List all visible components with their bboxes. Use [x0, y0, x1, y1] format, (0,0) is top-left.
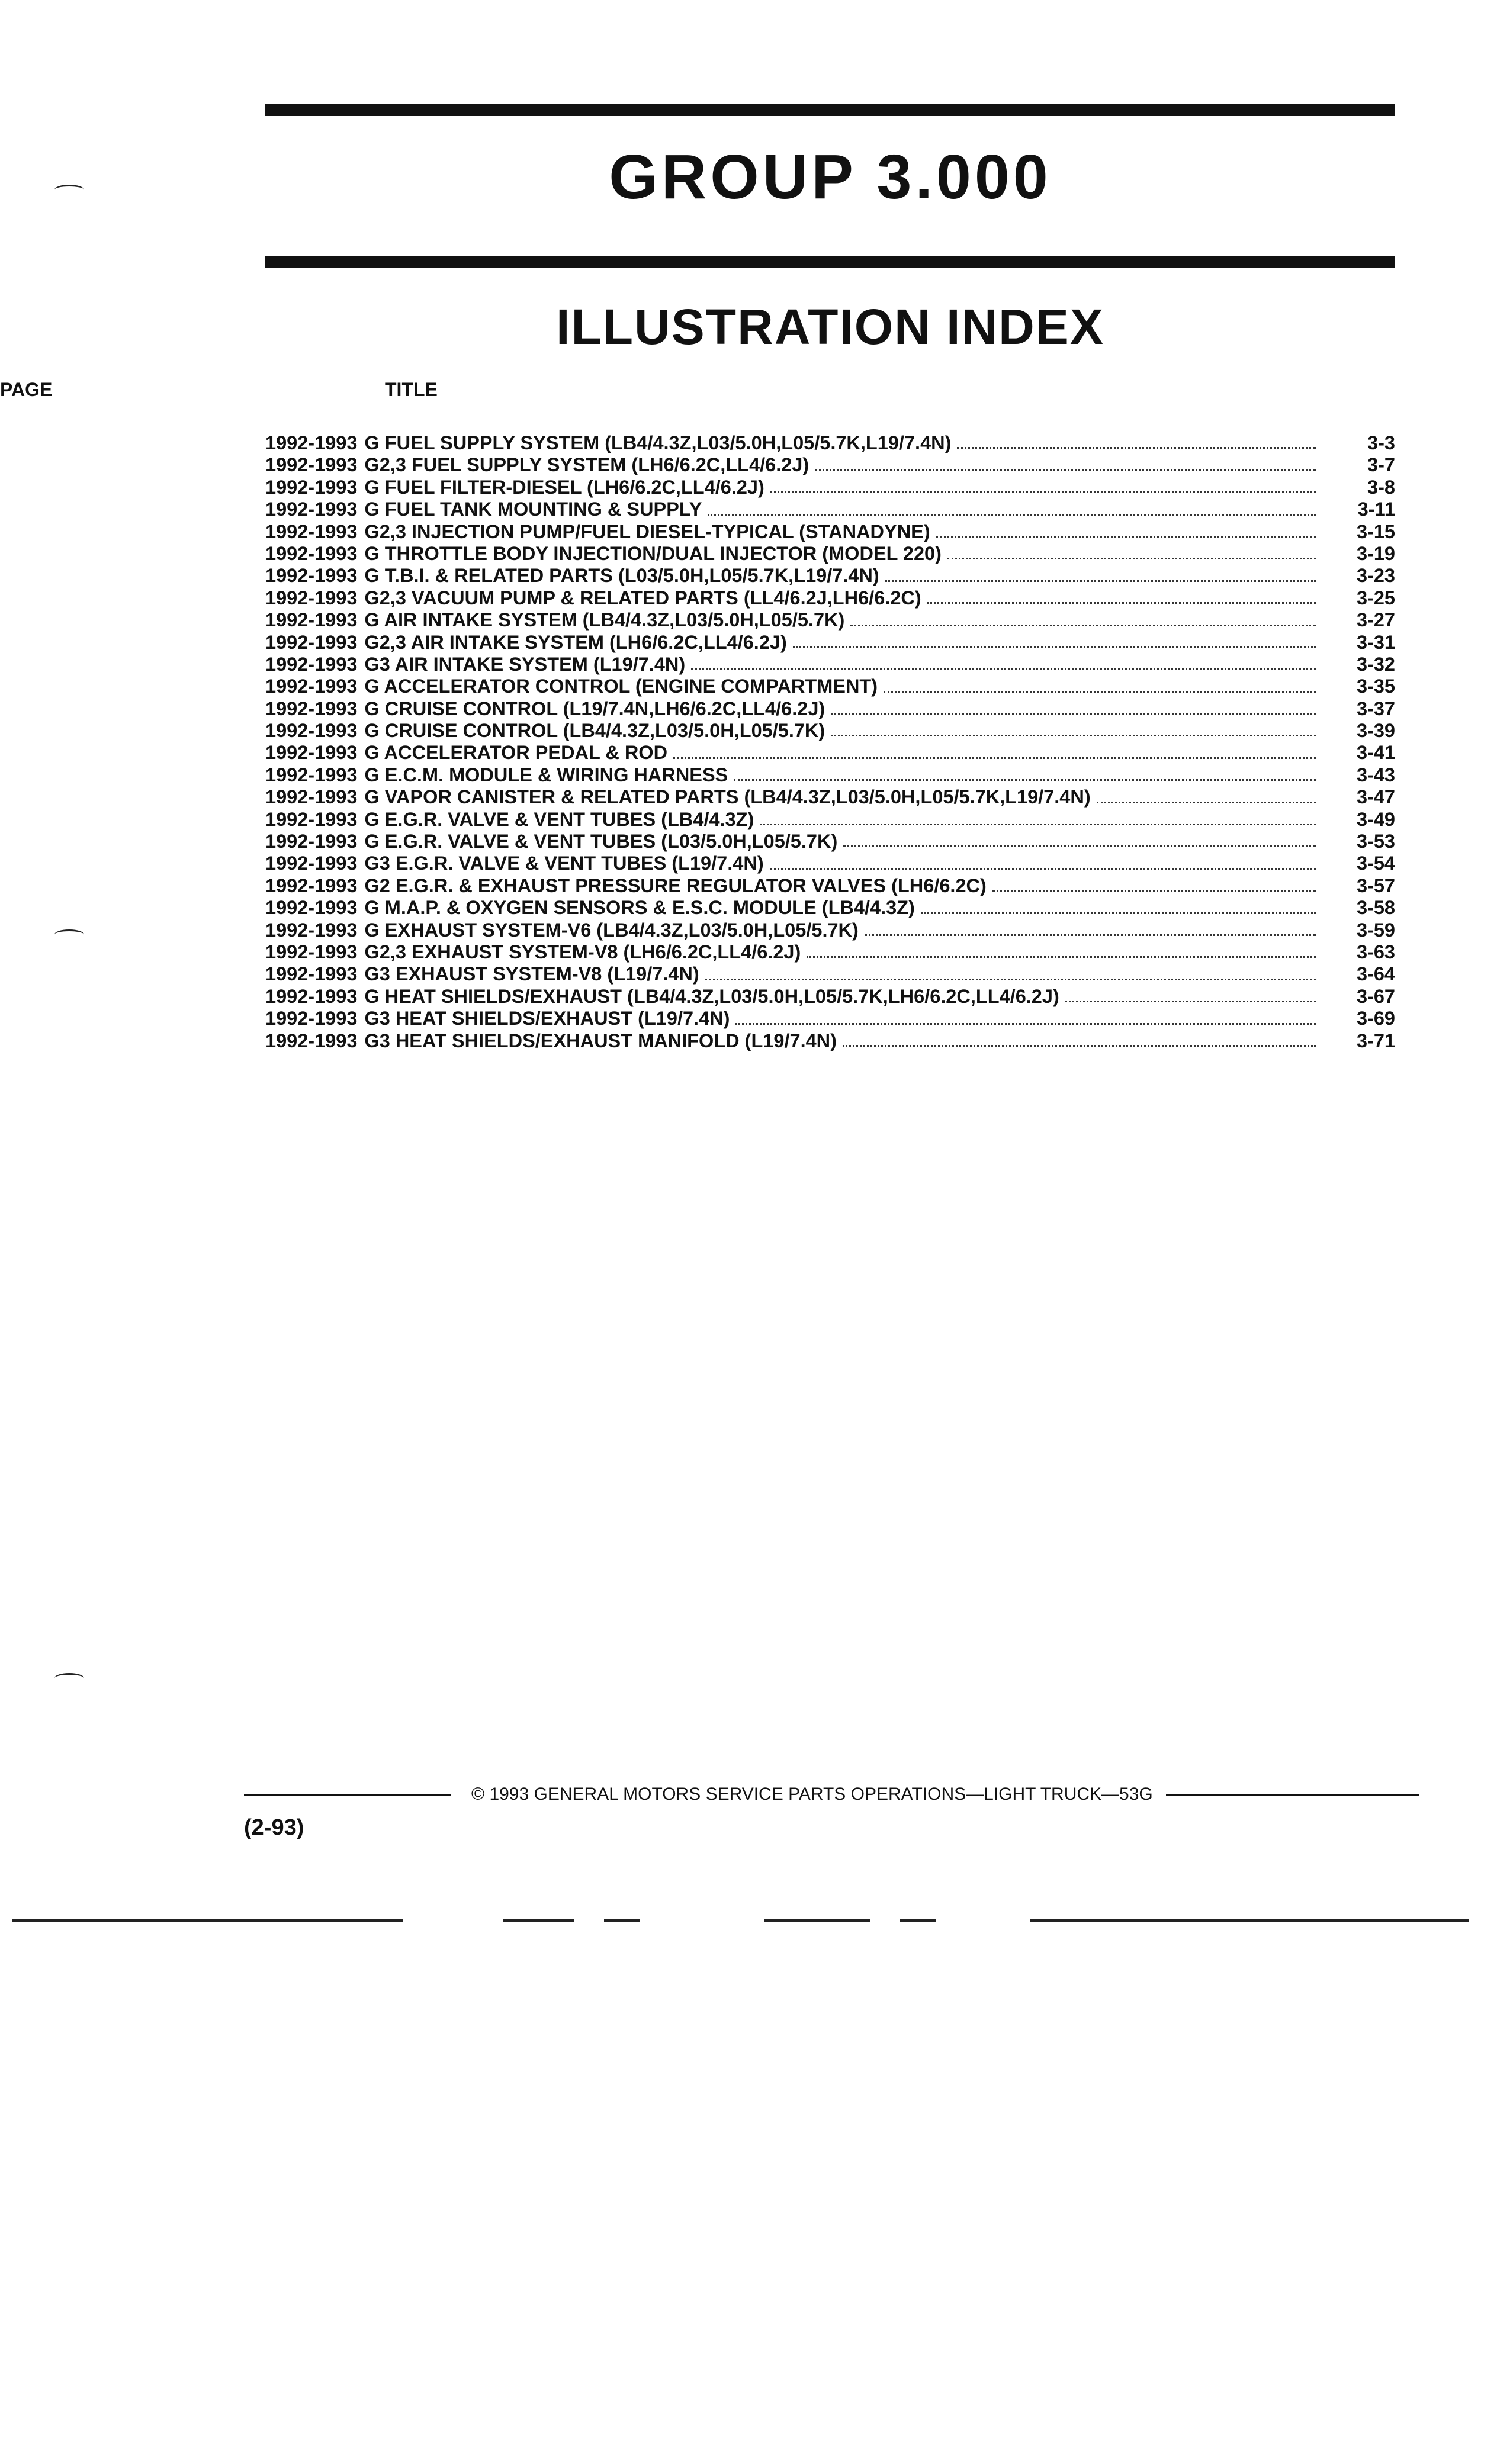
- footer-rule-left: [244, 1794, 451, 1796]
- index-entry: [265, 786, 1395, 808]
- index-entry: [265, 919, 1395, 941]
- entry-page-number: 3-57: [1356, 874, 1395, 896]
- index-entry: [265, 897, 1395, 919]
- entry-page-number: 3-59: [1356, 919, 1395, 941]
- entry-page-number: 3-25: [1356, 587, 1395, 609]
- scan-edge-segment: [1030, 1919, 1469, 1922]
- entry-title: G2,3 INJECTION PUMP/FUEL DIESEL-TYPICAL (STANADYNE): [364, 520, 930, 542]
- entry-page-number: 3-31: [1356, 631, 1395, 653]
- entry-page-number: 3-32: [1356, 653, 1395, 675]
- dot-leader: [673, 757, 1316, 759]
- dot-leader: [1065, 1001, 1316, 1002]
- index-entry: [265, 831, 1395, 853]
- index-entry: [265, 941, 1395, 963]
- dot-leader: [885, 580, 1316, 582]
- column-header-title: TITLE: [385, 379, 438, 400]
- scan-edge-segment: [764, 1919, 870, 1922]
- dot-leader: [793, 646, 1316, 648]
- scan-edge-segment: [503, 1919, 574, 1922]
- index-entry: [265, 675, 1395, 697]
- entry-years: 1992-1993: [265, 520, 358, 542]
- index-entry: [265, 1030, 1395, 1052]
- entry-title: G3 HEAT SHIELDS/EXHAUST (L19/7.4N): [364, 1008, 730, 1030]
- entry-title: G THROTTLE BODY INJECTION/DUAL INJECTOR (MODEL 220): [364, 542, 942, 564]
- dot-leader: [936, 536, 1316, 538]
- entry-title: G FUEL FILTER-DIESEL (LH6/6.2C,LL4/6.2J): [364, 476, 764, 498]
- dot-leader: [1097, 802, 1316, 803]
- entry-years: 1992-1993: [265, 720, 358, 742]
- entry-page-number: 3-19: [1356, 542, 1395, 564]
- dot-leader: [708, 514, 1316, 516]
- dot-leader: [927, 602, 1316, 604]
- entry-years: 1992-1993: [265, 454, 358, 476]
- index-title: ILLUSTRATION INDEX: [556, 299, 1104, 355]
- entry-page-number: 3-35: [1356, 675, 1395, 697]
- dot-leader: [831, 735, 1316, 736]
- entry-title: G ACCELERATOR PEDAL & ROD: [364, 742, 668, 764]
- entry-years: 1992-1993: [265, 476, 358, 498]
- entry-title: G CRUISE CONTROL (LB4/4.3Z,L03/5.0H,L05/5.7K): [364, 720, 825, 742]
- entry-title: G2,3 AIR INTAKE SYSTEM (LH6/6.2C,LL4/6.2J): [364, 631, 787, 653]
- scan-page-edge: [12, 1919, 1469, 1922]
- index-entry: [265, 498, 1395, 520]
- entry-page-number: 3-7: [1367, 454, 1395, 476]
- index-entry: [265, 587, 1395, 609]
- dot-leader: [843, 845, 1316, 847]
- index-entry: [265, 565, 1395, 587]
- entry-years: 1992-1993: [265, 1008, 358, 1030]
- entry-page-number: 3-67: [1356, 985, 1395, 1007]
- entry-title: G2 E.G.R. & EXHAUST PRESSURE REGULATOR VALVES (LH6/6.2C): [364, 874, 987, 896]
- entry-years: 1992-1993: [265, 919, 358, 941]
- entry-title: G3 HEAT SHIELDS/EXHAUST MANIFOLD (L19/7.4N): [364, 1030, 837, 1051]
- entry-years: 1992-1993: [265, 853, 358, 874]
- entry-page-number: 3-53: [1356, 831, 1395, 853]
- entry-title: G2,3 FUEL SUPPLY SYSTEM (LH6/6.2C,LL4/6.2J): [364, 454, 809, 476]
- entry-years: 1992-1993: [265, 985, 358, 1007]
- index-entry: [265, 632, 1395, 654]
- dot-leader: [734, 779, 1316, 781]
- index-entry: [265, 963, 1395, 985]
- dot-leader: [843, 1045, 1316, 1047]
- entry-title: G E.C.M. MODULE & WIRING HARNESS: [364, 764, 728, 786]
- entry-page-number: 3-39: [1356, 720, 1395, 742]
- entry-page-number: 3-49: [1356, 808, 1395, 830]
- index-entry: [265, 698, 1395, 720]
- dot-leader: [735, 1023, 1316, 1025]
- dot-leader: [807, 956, 1316, 958]
- entry-page-number: 3-63: [1356, 941, 1395, 963]
- entry-title: G3 E.G.R. VALVE & VENT TUBES (L19/7.4N): [364, 853, 764, 874]
- entry-page-number: 3-41: [1356, 742, 1395, 764]
- index-entry: [265, 609, 1395, 631]
- dot-leader: [957, 447, 1316, 449]
- date-code: (2-93): [244, 1815, 304, 1840]
- entry-page-number: 3-64: [1356, 963, 1395, 985]
- entry-page-number: 3-8: [1367, 476, 1395, 498]
- index-entry: [265, 809, 1395, 831]
- dot-leader: [770, 868, 1316, 870]
- entry-title: G M.A.P. & OXYGEN SENSORS & E.S.C. MODULE (LB4/4.3Z): [364, 897, 915, 919]
- index-entry: [265, 853, 1395, 874]
- entry-years: 1992-1993: [265, 963, 358, 985]
- dot-leader: [831, 713, 1316, 715]
- dot-leader: [884, 691, 1316, 693]
- middle-rule: [265, 256, 1395, 268]
- entry-years: 1992-1993: [265, 542, 358, 564]
- entry-title: G EXHAUST SYSTEM-V6 (LB4/4.3Z,L03/5.0H,L05/5.7K): [364, 919, 859, 941]
- entry-page-number: 3-11: [1357, 498, 1395, 520]
- index-entry: [265, 432, 1395, 454]
- copyright-notice: © 1993 GENERAL MOTORS SERVICE PARTS OPERATIONS—LIGHT TRUCK—53G: [471, 1784, 1153, 1804]
- dot-leader: [760, 824, 1316, 825]
- entry-title: G T.B.I. & RELATED PARTS (L03/5.0H,L05/5.7K,L19/7.4N): [364, 565, 879, 587]
- entry-page-number: 3-37: [1356, 697, 1395, 719]
- entry-title: G2,3 VACUUM PUMP & RELATED PARTS (LL4/6.2J,LH6/6.2C): [364, 587, 921, 609]
- entry-years: 1992-1993: [265, 631, 358, 653]
- footer-rule-right: [1166, 1794, 1419, 1796]
- entry-page-number: 3-47: [1356, 786, 1395, 808]
- index-entry: [265, 875, 1395, 897]
- index-entry: [265, 764, 1395, 786]
- entry-title: G2,3 EXHAUST SYSTEM-V8 (LH6/6.2C,LL4/6.2J): [364, 941, 801, 963]
- entry-title: G VAPOR CANISTER & RELATED PARTS (LB4/4.3Z,L03/5.0H,L05/5.7K,L19/7.4N): [364, 786, 1091, 808]
- entry-years: 1992-1993: [265, 831, 358, 853]
- illustration-index-list: [265, 432, 1395, 1052]
- index-entry: [265, 986, 1395, 1008]
- index-entry: [265, 454, 1395, 476]
- entry-years: 1992-1993: [265, 897, 358, 919]
- entry-title: G E.G.R. VALVE & VENT TUBES (L03/5.0H,L05/5.7K): [364, 831, 838, 853]
- index-entry: [265, 477, 1395, 498]
- entry-years: 1992-1993: [265, 675, 358, 697]
- dot-leader: [947, 558, 1316, 559]
- dot-leader: [691, 668, 1316, 670]
- margin-mark: [54, 1673, 84, 1683]
- entry-years: 1992-1993: [265, 498, 358, 520]
- entry-title: G CRUISE CONTROL (L19/7.4N,LH6/6.2C,LL4/6.2J): [364, 697, 825, 719]
- entry-years: 1992-1993: [265, 742, 358, 764]
- entry-years: 1992-1993: [265, 764, 358, 786]
- entry-title: G3 EXHAUST SYSTEM-V8 (L19/7.4N): [364, 963, 699, 985]
- entry-years: 1992-1993: [265, 941, 358, 963]
- entry-page-number: 3-58: [1356, 897, 1395, 919]
- entry-page-number: 3-15: [1356, 520, 1395, 542]
- dot-leader: [815, 469, 1316, 471]
- footer: [244, 1786, 1419, 1803]
- entry-years: 1992-1993: [265, 565, 358, 587]
- entry-title: G FUEL TANK MOUNTING & SUPPLY: [364, 498, 702, 520]
- margin-mark: [54, 929, 84, 940]
- dot-leader: [705, 979, 1316, 980]
- dot-leader: [992, 890, 1316, 892]
- entry-years: 1992-1993: [265, 874, 358, 896]
- entry-years: 1992-1993: [265, 432, 358, 453]
- entry-years: 1992-1993: [265, 609, 358, 631]
- entry-years: 1992-1993: [265, 1030, 358, 1051]
- entry-title: G FUEL SUPPLY SYSTEM (LB4/4.3Z,L03/5.0H,L05/5.7K,L19/7.4N): [364, 432, 952, 453]
- dot-leader: [850, 625, 1316, 626]
- scan-edge-segment: [12, 1919, 403, 1922]
- index-entry: [265, 1008, 1395, 1030]
- index-entry: [265, 543, 1395, 565]
- margin-mark: [54, 185, 84, 195]
- dot-leader: [865, 934, 1316, 936]
- entry-page-number: 3-71: [1356, 1030, 1395, 1051]
- entry-page-number: 3-3: [1367, 432, 1395, 453]
- entry-page-number: 3-69: [1356, 1008, 1395, 1030]
- entry-years: 1992-1993: [265, 587, 358, 609]
- entry-title: G HEAT SHIELDS/EXHAUST (LB4/4.3Z,L03/5.0H,L05/5.7K,LH6/6.2C,LL4/6.2J): [364, 985, 1059, 1007]
- entry-title: G ACCELERATOR CONTROL (ENGINE COMPARTMENT): [364, 675, 878, 697]
- scan-edge-segment: [900, 1919, 936, 1922]
- entry-years: 1992-1993: [265, 786, 358, 808]
- index-entry: [265, 720, 1395, 742]
- index-entry: [265, 654, 1395, 675]
- group-title: GROUP 3.000: [609, 142, 1052, 212]
- entry-years: 1992-1993: [265, 808, 358, 830]
- scan-edge-segment: [604, 1919, 640, 1922]
- column-header-page: PAGE: [0, 379, 53, 400]
- entry-page-number: 3-43: [1356, 764, 1395, 786]
- entry-years: 1992-1993: [265, 653, 358, 675]
- entry-page-number: 3-54: [1356, 853, 1395, 874]
- dot-leader: [921, 912, 1316, 914]
- entry-title: G3 AIR INTAKE SYSTEM (L19/7.4N): [364, 653, 686, 675]
- entry-title: G AIR INTAKE SYSTEM (LB4/4.3Z,L03/5.0H,L05/5.7K): [364, 609, 845, 631]
- top-rule: [265, 104, 1395, 116]
- entry-years: 1992-1993: [265, 697, 358, 719]
- index-entry: [265, 521, 1395, 543]
- entry-title: G E.G.R. VALVE & VENT TUBES (LB4/4.3Z): [364, 808, 754, 830]
- entry-page-number: 3-27: [1356, 609, 1395, 631]
- entry-page-number: 3-23: [1356, 565, 1395, 587]
- dot-leader: [770, 491, 1316, 493]
- index-entry: [265, 742, 1395, 764]
